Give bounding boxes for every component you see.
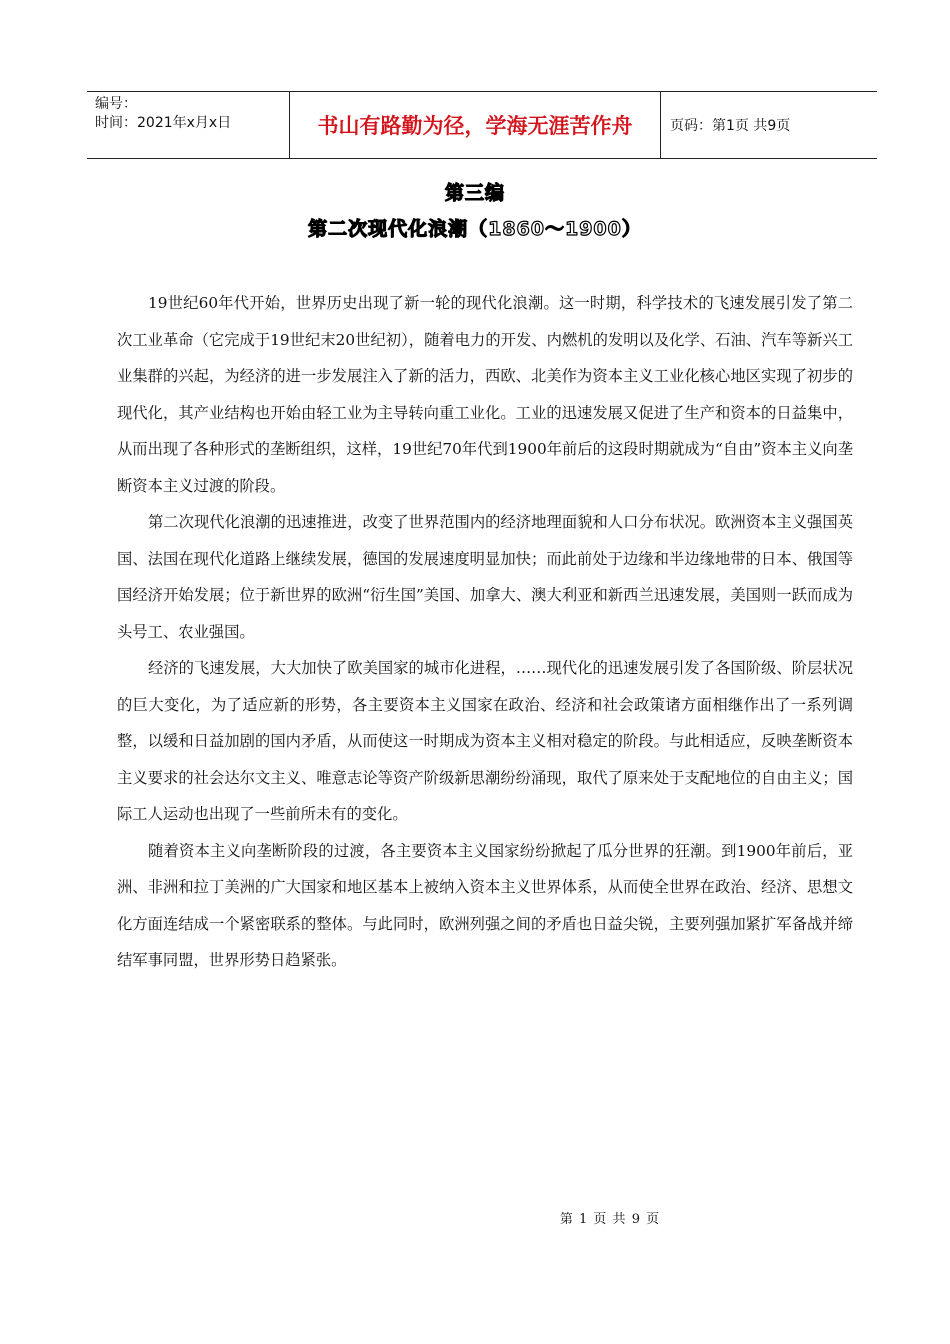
document-body xyxy=(117,285,853,979)
footer-page-number: 第 1 页 共 9 页 xyxy=(559,1212,661,1227)
page-header xyxy=(87,91,877,159)
header-page-label: 页码：第1页 共9页 xyxy=(670,118,791,134)
header-motto: 书山有路勤为径，学海无涯苦作舟 xyxy=(289,92,661,158)
paragraph: 经济的飞速发展，大大加快了欧美国家的城市化进程，……现代化的迅速发展引发了各国阶级、阶层状况的巨大变化，为了适应新的形势，各主要资本主义国家在政治、经济和社会政策诸方面相继作出了一系列调整，以缓和日益加剧的国内矛盾，从而使这一时期成为资本主义相对稳定的阶段。与此相适应，反映垄断资本主义要求的社会达尔文主义、唯意志论等资产阶级新思潮纷纷涌现，取代了原来处于支配地位的自由主义；国际工人运动也出现了一些前所未有的变化。 xyxy=(117,659,853,823)
page-footer xyxy=(0,1208,950,1227)
paragraph: 随着资本主义向垄断阶段的过渡，各主要资本主义国家纷纷掀起了瓜分世界的狂潮。到1900年前后，亚洲、非洲和拉丁美洲的广大国家和地区基本上被纳入资本主义世界体系，从而使全世界在政治、经济、思想文化方面连结成一个紧密联系的整体。与此同时，欧洲列强之间的矛盾也日益尖锐，主要列强加紧扩军备战并缔结军事同盟，世界形势日趋紧张。 xyxy=(117,841,853,969)
number-label: 编号： xyxy=(95,96,137,112)
chapter-title: 第二次现代化浪潮（1860～1900） xyxy=(308,218,642,240)
date-label: 时间：2021年x月x日 xyxy=(95,115,232,131)
header-meta xyxy=(87,92,289,158)
part-title: 第三编 xyxy=(444,182,505,204)
paragraph: 19世纪60年代开始，世界历史出现了新一轮的现代化浪潮。这一时期，科学技术的飞速发展引发了第二次工业革命（它完成于19世纪末20世纪初），随着电力的开发、内燃机的发明以及化学、石油、汽车等新兴工业集群的兴起，为经济的进一步发展注入了新的活力，西欧、北美作为资本主义工业化核心地区实现了初步的现代化，其产业结构也开始由轻工业为主导转向重工业化。工业的迅速发展又促进了生产和资本的日益集中，从而出现了各种形式的垄断组织，这样，19世纪70年代到1900年前后的这段时期就成为“自由”资本主义向垄断资本主义过渡的阶段。 xyxy=(117,294,853,495)
paragraph: 第二次现代化浪潮的迅速推进，改变了世界范围内的经济地理面貌和人口分布状况。欧洲资本主义强国英国、法国在现代化道路上继续发展，德国的发展速度明显加快；而此前处于边缘和半边缘地带的日本、俄国等国经济开始发展；位于新世界的欧洲“衍生国”美国、加拿大、澳大利亚和新西兰迅速发展，美国则一跃而成为头号工、农业强国。 xyxy=(117,513,853,641)
